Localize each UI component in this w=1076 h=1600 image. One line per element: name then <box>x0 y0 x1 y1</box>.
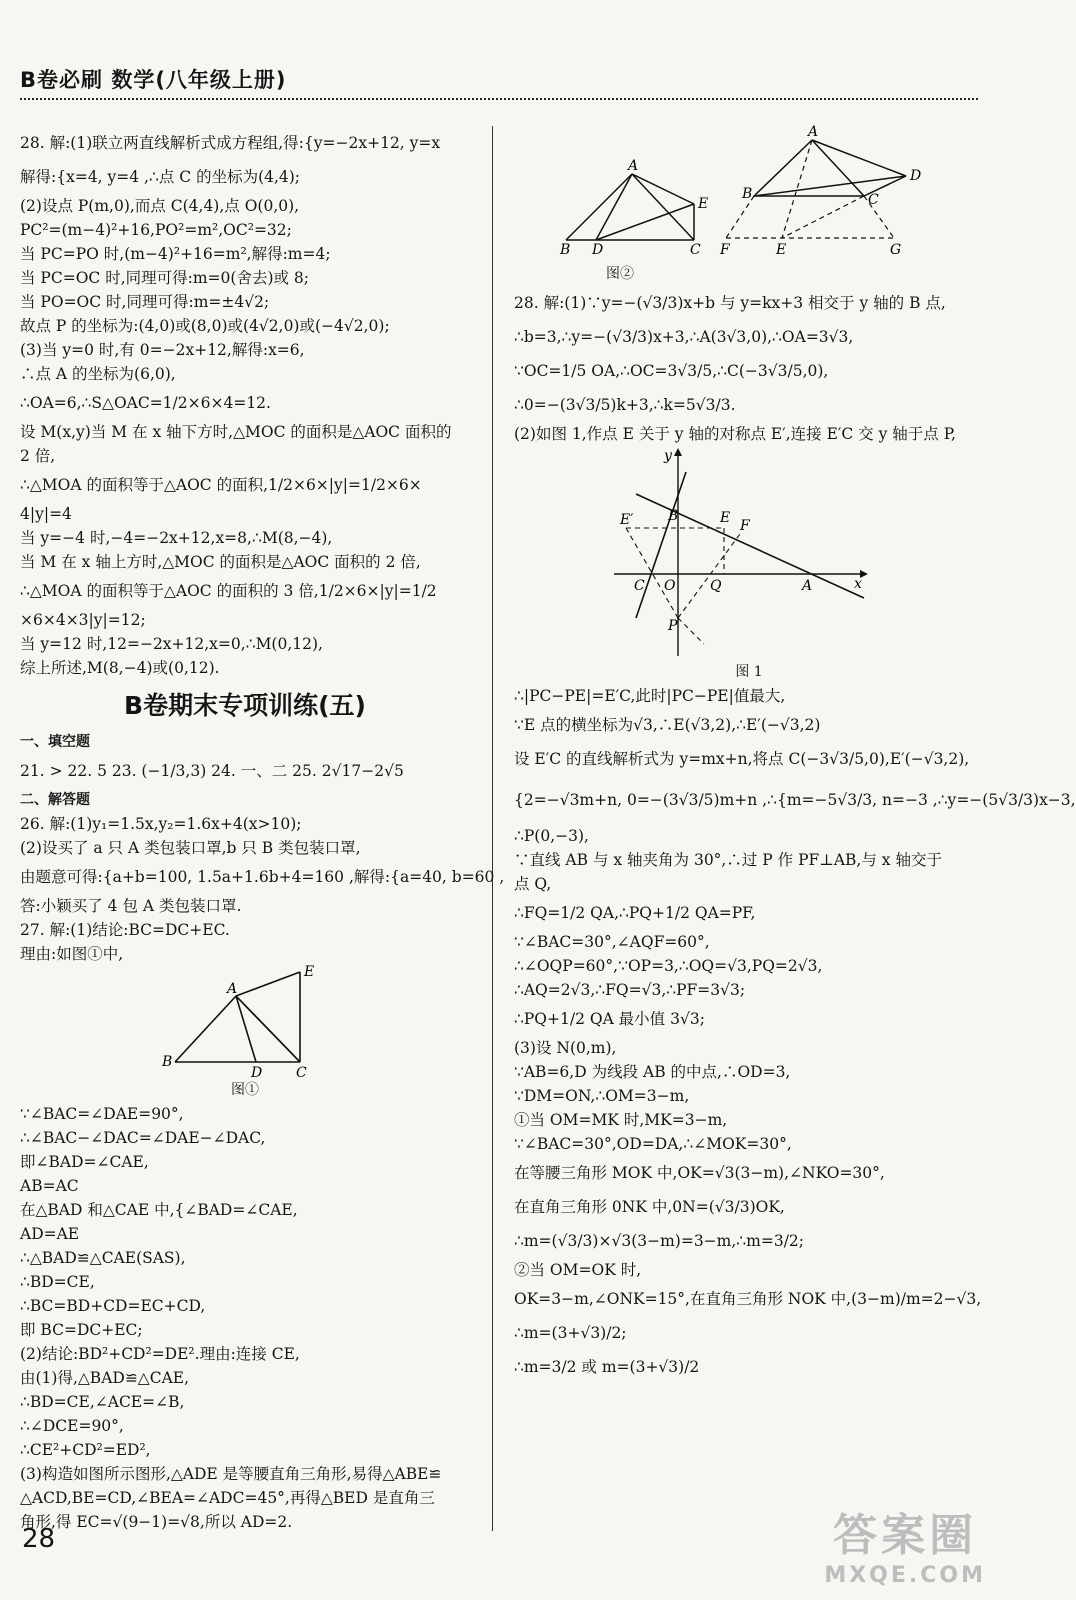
svg-text:B: B <box>560 242 571 258</box>
text-line: ∴BC=BD+CD=EC+CD, <box>20 1297 206 1315</box>
svg-text:A: A <box>628 158 639 174</box>
text-line: (3)设 N(0,m), <box>514 1039 617 1057</box>
svg-text:A: A <box>802 578 813 594</box>
section-title: B卷期末专项训练(五) <box>124 691 366 720</box>
watermark-line1: 答案圈 <box>833 1510 978 1561</box>
text-line: 设 M(x,y)当 M 在 x 轴下方时,△MOC 的面积是△AOC 面积的 <box>20 423 452 441</box>
text-line: (3)构造如图所示图形,△ADE 是等腰直角三角形,易得△ABE≌ <box>20 1465 442 1483</box>
svg-text:A: A <box>808 124 819 140</box>
text-line: ∴P(0,−3), <box>514 827 589 845</box>
text-line: ∴△MOA 的面积等于△AOC 的面积的 3 倍,1/2×6×|y|=1/2 <box>20 582 437 600</box>
text-line: 设 E′C 的直线解析式为 y=mx+n,将点 C(−3√3/5,0),E′(−√3,2), <box>514 750 970 768</box>
text-line: PC²=(m−4)²+16,PO²=m²,OC²=32; <box>20 221 292 239</box>
text-line: 4|y|=4 <box>20 505 72 523</box>
text-line: ∵∠BAC=∠DAE=90°, <box>20 1105 184 1123</box>
figure-2-diagrams <box>514 126 984 262</box>
text-line: ∴m=3/2 或 m=(3+√3)/2 <box>514 1358 700 1376</box>
text-line: ∵∠BAC=30°,∠AQF=60°, <box>514 933 710 951</box>
svg-text:D: D <box>251 1065 263 1081</box>
header-rule <box>20 98 978 100</box>
left-column <box>20 126 505 1534</box>
text-line: 角形,得 EC=√(9−1)=√8,所以 AD=2. <box>20 1513 293 1531</box>
svg-text:E: E <box>304 964 315 980</box>
fill-blank-answers: 21. > 22. 5 23. (−1/3,3) 24. 一、二 25. 2√17−2√5 <box>20 762 404 780</box>
svg-text:G: G <box>890 242 902 258</box>
text-line: ∴FQ=1/2 QA,∴PQ+1/2 QA=PF, <box>514 904 756 922</box>
svg-text:D: D <box>910 168 922 184</box>
text-line: 解得:{x=4, y=4 ,∴点 C 的坐标为(4,4); <box>20 168 301 186</box>
text-line: 故点 P 的坐标为:(4,0)或(8,0)或(4√2,0)或(−4√2,0); <box>20 317 390 335</box>
coordinate-graph <box>514 446 984 660</box>
text-line: (3)当 y=0 时,有 0=−2x+12,解得:x=6, <box>20 341 305 359</box>
svg-text:P: P <box>668 618 678 634</box>
text-line: ∴b=3,∴y=−(√3/3)x+3,∴A(3√3,0),∴OA=3√3, <box>514 328 854 346</box>
text-line: 在等腰三角形 MOK 中,OK=√3(3−m),∠NKO=30°, <box>514 1164 885 1182</box>
text-line: {2=−√3m+n, 0=−(3√3/5)m+n ,∴{m=−5√3/3, n=−3 ,∴y=−(5√3/3)x−3, <box>514 791 1076 809</box>
text-line: ∵E 点的横坐标为√3,∴E(√3,2),∴E′(−√3,2) <box>514 716 821 734</box>
svg-text:B: B <box>162 1054 173 1070</box>
text-line: 当 M 在 x 轴上方时,△MOC 的面积是△AOC 面积的 2 倍, <box>20 553 421 571</box>
text-line: (2)结论:BD²+CD²=DE².理由:连接 CE, <box>20 1345 300 1363</box>
text-line: ∵直线 AB 与 x 轴夹角为 30°,∴过 P 作 PF⊥AB,与 x 轴交于 <box>514 851 942 869</box>
text-line: ∴△MOA 的面积等于△AOC 的面积,1/2×6×|y|=1/2×6× <box>20 476 422 494</box>
text-line: ×6×4×3|y|=12; <box>20 611 146 629</box>
text-line: 综上所述,M(8,−4)或(0,12). <box>20 659 220 677</box>
text-line: ∴点 A 的坐标为(6,0), <box>20 365 176 383</box>
text-line: (2)如图 1,作点 E 关于 y 轴的对称点 E′,连接 E′C 交 y 轴于点 P, <box>514 425 956 443</box>
text-line: OK=3−m,∠ONK=15°,在直角三角形 NOK 中,(3−m)/m=2−√3, <box>514 1290 982 1308</box>
text-line: AB=AC <box>20 1177 79 1195</box>
text-line: ∴∠DCE=90°, <box>20 1417 124 1435</box>
text-line: 答:小颖买了 4 包 A 类包装口罩. <box>20 897 242 915</box>
text-line: ∴CE²+CD²=ED², <box>20 1441 151 1459</box>
svg-text:E: E <box>776 242 787 258</box>
svg-text:E: E <box>720 510 731 526</box>
svg-text:O: O <box>664 578 676 594</box>
text-line: AD=AE <box>20 1225 80 1243</box>
figure-1-triangle <box>20 964 470 1081</box>
text-line: 即 BC=DC+EC; <box>20 1321 143 1339</box>
text-line: 2 倍, <box>20 447 56 465</box>
watermark-line2: MXQE.COM <box>824 1563 986 1588</box>
svg-text:C: C <box>690 242 701 258</box>
text-line: 由题意可得:{a+b=100, 1.5a+1.6b+4=160 ,解得:{a=40, b=60 , <box>20 868 505 886</box>
text-line: 即∠BAD=∠CAE, <box>20 1153 149 1171</box>
graph-caption: 图 1 <box>735 664 763 680</box>
text-line: △ACD,BE=CD,∠BEA=∠ADC=45°,再得△BED 是直角三 <box>20 1489 435 1507</box>
svg-text:C: C <box>296 1065 307 1081</box>
solve-heading: 二、解答题 <box>20 792 90 808</box>
text-line: 26. 解:(1)y₁=1.5x,y₂=1.6x+4(x>10); <box>20 815 302 833</box>
text-line: 在△BAD 和△CAE 中,{∠BAD=∠CAE, <box>20 1201 298 1219</box>
column-divider <box>492 126 493 1531</box>
text-line: ∴OA=6,∴S△OAC=1/2×6×4=12. <box>20 394 271 412</box>
text-line: ∴AQ=2√3,∴FQ=√3,∴PF=3√3; <box>514 981 746 999</box>
text-line: 27. 解:(1)结论:BC=DC+EC. <box>20 921 230 939</box>
svg-text:B: B <box>668 508 679 524</box>
text-line: ∴∠BAC−∠DAC=∠DAE−∠DAC, <box>20 1129 266 1147</box>
text-line: ∵OC=1/5 OA,∴OC=3√3/5,∴C(−3√3/5,0), <box>514 362 829 380</box>
text-line: 点 Q, <box>514 875 552 893</box>
text-line: ∴m=(3+√3)/2; <box>514 1324 627 1342</box>
text-line: 由(1)得,△BAD≌△CAE, <box>20 1369 190 1387</box>
svg-text:C: C <box>634 578 645 594</box>
text-line: ∴|PC−PE|=E′C,此时|PC−PE|值最大, <box>514 687 786 705</box>
svg-text:F: F <box>720 242 730 258</box>
text-line: 28. 解:(1)联立两直线解析式成方程组,得:{y=−2x+12, y=x <box>20 134 441 152</box>
svg-text:A: A <box>227 981 238 997</box>
figure-2-caption: 图② <box>606 266 634 282</box>
text-line: 当 y=12 时,12=−2x+12,x=0,∴M(0,12), <box>20 635 323 653</box>
text-line: ∴m=(√3/3)×√3(3−m)=3−m,∴m=3/2; <box>514 1232 805 1250</box>
text-line: ∵DM=ON,∴OM=3−m, <box>514 1087 690 1105</box>
text-line: 当 y=−4 时,−4=−2x+12,x=8,∴M(8,−4), <box>20 529 333 547</box>
text-line: ②当 OM=OK 时, <box>514 1261 642 1279</box>
svg-text:E′: E′ <box>620 512 634 528</box>
fill-blank-heading: 一、填空题 <box>20 734 90 750</box>
text-line: ①当 OM=MK 时,MK=3−m, <box>514 1111 728 1129</box>
svg-text:y: y <box>664 448 672 464</box>
text-line: 当 PC=OC 时,同理可得:m=0(舍去)或 8; <box>20 269 309 287</box>
watermark-logo <box>824 1499 986 1588</box>
svg-text:D: D <box>592 242 604 258</box>
svg-text:F: F <box>740 518 750 534</box>
text-line: ∴∠OQP=60°,∵OP=3,∴OQ=√3,PQ=2√3, <box>514 957 823 975</box>
svg-text:C: C <box>868 192 879 208</box>
text-line: 当 PO=OC 时,同理可得:m=±4√2; <box>20 293 270 311</box>
text-line: 在直角三角形 0NK 中,0N=(√3/3)OK, <box>514 1198 785 1216</box>
svg-text:x: x <box>854 576 862 592</box>
text-line: (2)设买了 a 只 A 类包装口罩,b 只 B 类包装口罩, <box>20 839 361 857</box>
text-line: ∵AB=6,D 为线段 AB 的中点,∴OD=3, <box>514 1063 791 1081</box>
text-line: ∴BD=CE,∠ACE=∠B, <box>20 1393 185 1411</box>
header-title: B卷必刷 数学(八年级上册) <box>20 68 287 92</box>
figure-1-caption: 图① <box>231 1082 259 1098</box>
svg-text:Q: Q <box>710 578 722 594</box>
svg-text:B: B <box>742 186 753 202</box>
right-column <box>514 124 1076 1384</box>
page-number: 28 <box>22 1524 56 1554</box>
text-line: 28. 解:(1)∵y=−(√3/3)x+b 与 y=kx+3 相交于 y 轴的 B 点, <box>514 294 946 312</box>
text-line: (2)设点 P(m,0),而点 C(4,4),点 O(0,0), <box>20 197 300 215</box>
text-line: ∵∠BAC=30°,OD=DA,∴∠MOK=30°, <box>514 1135 792 1153</box>
text-line: 理由:如图①中, <box>20 945 124 963</box>
text-line: ∴△BAD≌△CAE(SAS), <box>20 1249 186 1267</box>
text-line: ∴BD=CE, <box>20 1273 95 1291</box>
text-line: ∴0=−(3√3/5)k+3,∴k=5√3/3. <box>514 396 736 414</box>
text-line: ∴PQ+1/2 QA 最小值 3√3; <box>514 1010 705 1028</box>
svg-text:E: E <box>698 196 709 212</box>
text-line: 当 PC=PO 时,(m−4)²+16=m²,解得:m=4; <box>20 245 331 263</box>
